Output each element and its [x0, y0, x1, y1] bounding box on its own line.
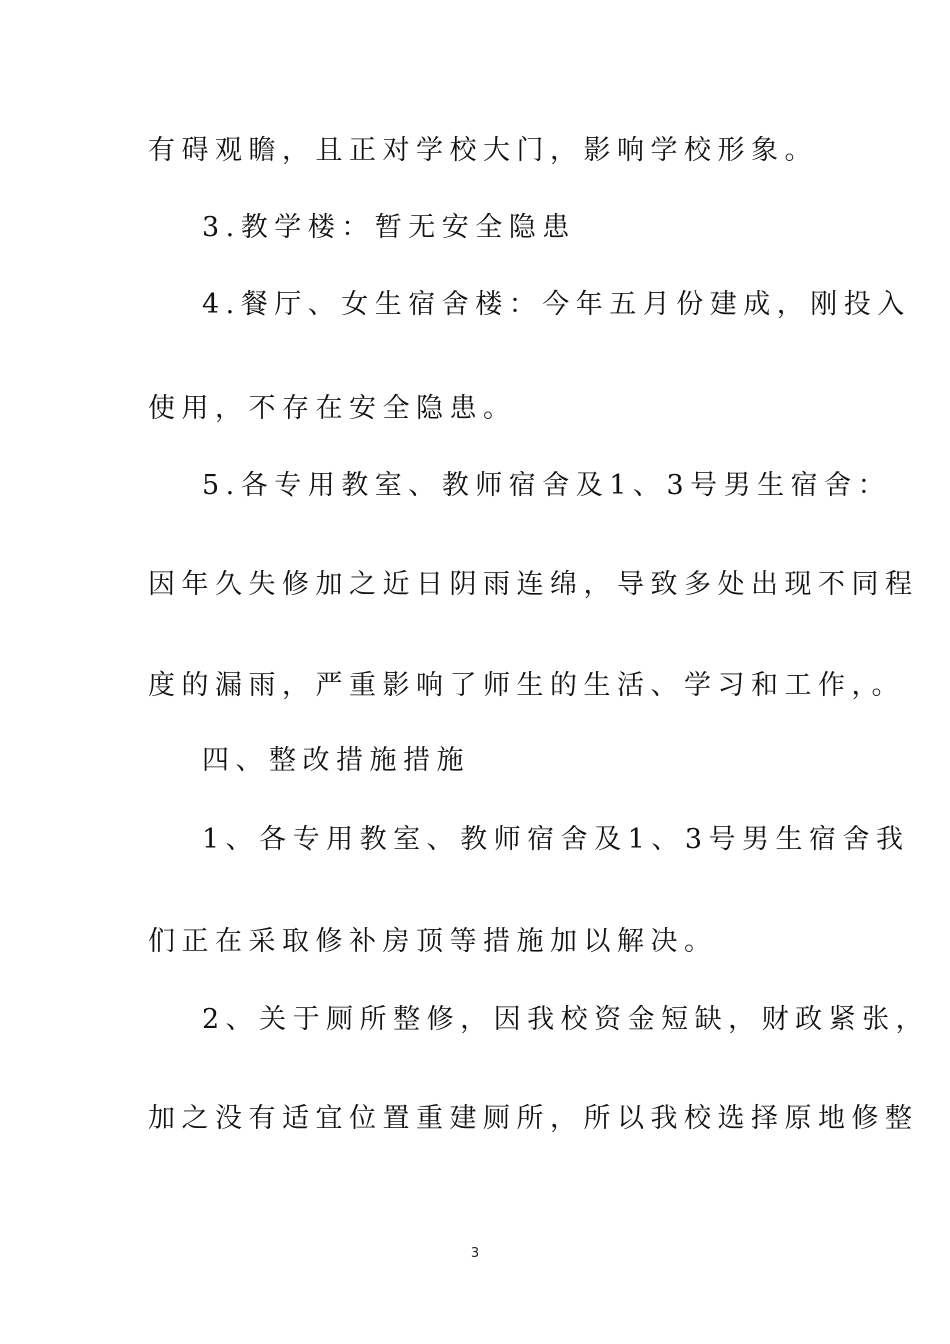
- text-line: 2、关于厕所整修，因我校资金短缺，财政紧张，: [202, 1004, 930, 1035]
- text-line: 加之没有适宜位置重建厕所，所以我校选择原地修整: [148, 1103, 919, 1134]
- text-line: 3.教学楼：暂无安全隐患: [202, 212, 576, 243]
- text-line: 度的漏雨，严重影响了师生的生活、学习和工作，。: [148, 670, 905, 701]
- text-line: 使用，不存在安全隐患。: [148, 393, 517, 424]
- text-line: 4.餐厅、女生宿舍楼：今年五月份建成，刚投入: [202, 289, 911, 320]
- page-number: 3: [470, 1246, 480, 1261]
- text-line: 1、各专用教室、教师宿舍及1、3号男生宿舍我: [202, 824, 910, 855]
- text-line: 5.各专用教室、教师宿舍及1、3号男生宿舍：: [202, 470, 892, 501]
- text-line: 们正在采取修补房顶等措施加以解决。: [148, 926, 718, 957]
- section-heading: 四、整改措施措施: [202, 745, 470, 776]
- text-line: 因年久失修加之近日阴雨连绵，导致多处出现不同程: [148, 569, 919, 600]
- text-line: 有碍观瞻，且正对学校大门，影响学校形象。: [148, 135, 818, 166]
